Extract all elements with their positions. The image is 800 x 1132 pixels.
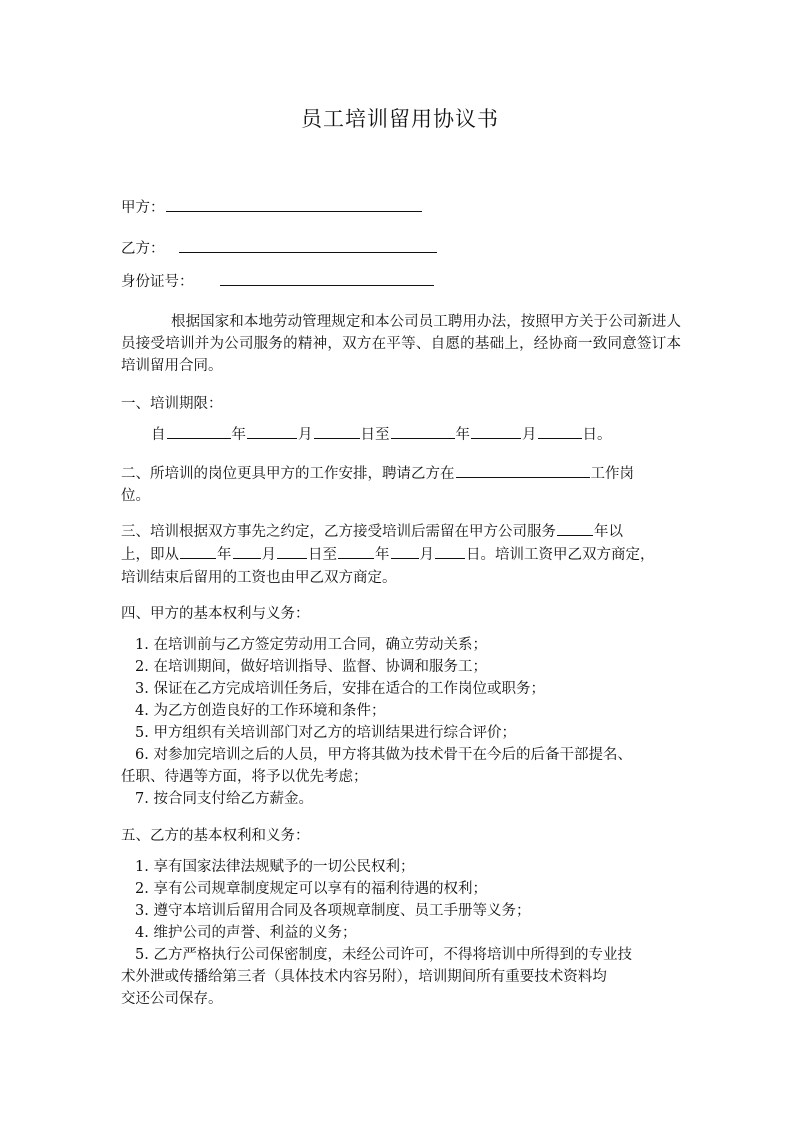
list-item: 7. 按合同支付给乙方薪金。 [135, 791, 313, 807]
section-2-line-2: 位。 [121, 488, 150, 504]
start-day-blank[interactable] [314, 423, 360, 439]
list-item-continuation: 交还公司保存。 [121, 991, 223, 1007]
party-b-row [121, 237, 438, 261]
list-item: 5. 甲方组织有关培训部门对乙方的培训结果进行综合评价； [135, 725, 516, 741]
training-period-row [151, 423, 612, 447]
party-b-label: 乙方： [121, 241, 165, 257]
list-item: 4. 维护公司的声誉、利益的义务； [135, 925, 357, 941]
month-label: 月 [522, 427, 537, 443]
list-item: 1. 享有国家法律法规赋予的一切公民权利； [135, 859, 415, 875]
section-2-line-1 [121, 462, 634, 486]
list-item: 2. 享有公司规章制度规定可以享有的福利待遇的权利； [135, 881, 487, 897]
service-years-blank[interactable] [557, 520, 593, 536]
end-day-blank[interactable] [538, 423, 582, 439]
list-item-continuation: 任职、待遇等方面，将予以优先考虑； [121, 769, 368, 785]
end-month-blank[interactable] [471, 423, 521, 439]
list-item: 3. 保证在乙方完成培训任务后，安排在适合的工作岗位或职务； [135, 681, 545, 697]
list-item: 6. 对参加完培训之后的人员，甲方将其做为技术骨干在今后的后备干部提名、 [135, 747, 632, 763]
start-year-blank[interactable] [167, 423, 231, 439]
month-label: 月 [261, 547, 276, 563]
section-3-line-3: 培训结束后留用的工资也由甲乙双方商定。 [121, 570, 397, 586]
list-item: 2. 在培训期间，做好培训指导、监督、协调和服务工； [135, 659, 487, 675]
day-to-label: 日至 [308, 547, 337, 563]
month-label: 月 [419, 547, 434, 563]
section-3-line-2 [121, 543, 655, 567]
intro-paragraph: 根据国家和本地劳动管理规定和本公司员工聘用办法，按照甲方关于公司新进人员接受培训并为公司服务的精神，双方在平等、自愿的基础上，经协商一致同意签订本培训留用合同。 [121, 314, 681, 374]
service-end-year-blank[interactable] [338, 543, 374, 559]
month-label: 月 [298, 427, 313, 443]
service-start-day-blank[interactable] [277, 543, 307, 559]
party-b-blank[interactable] [179, 237, 437, 253]
year-label: 年 [375, 547, 390, 563]
id-number-blank[interactable] [220, 270, 434, 286]
section-2-text: 二、所培训的岗位更具甲方的工作安排，聘请乙方在 [121, 466, 455, 482]
from-label: 自 [151, 427, 166, 443]
start-month-blank[interactable] [247, 423, 297, 439]
id-number-label: 身份证号： [121, 274, 194, 290]
section-1-heading: 一、培训期限： [121, 396, 223, 412]
party-a-blank[interactable] [166, 196, 422, 212]
section-3-text: 三、培训根据双方事先之约定，乙方接受培训后需留在甲方公司服务 [121, 524, 556, 540]
document-title: 员工培训留用协议书 [301, 107, 499, 131]
service-start-month-blank[interactable] [233, 543, 261, 559]
year-label: 年 [217, 547, 232, 563]
id-number-row [121, 270, 435, 294]
year-label: 年 [455, 427, 470, 443]
section-2-text-end: 工作岗 [590, 466, 634, 482]
day-to-label: 日至 [360, 427, 390, 443]
service-end-month-blank[interactable] [391, 543, 419, 559]
day-end-label: 日。 [582, 427, 612, 443]
position-blank[interactable] [456, 462, 590, 478]
service-start-year-blank[interactable] [180, 543, 216, 559]
party-a-row [121, 196, 423, 220]
section-3-wage-text: 日。培训工资甲乙双方商定， [466, 547, 655, 563]
from-label: 上，即从 [121, 547, 179, 563]
section-3-text-end: 年以 [594, 524, 623, 540]
year-label: 年 [231, 427, 246, 443]
section-4-heading: 四、甲方的基本权利与义务： [121, 606, 310, 622]
list-item-continuation: 术外泄或传播给第三者（具体技术内容另附），培训期间所有重要技术资料均 [121, 969, 607, 985]
list-item: 5. 乙方严格执行公司保密制度，未经公司许可，不得将培训中所得到的专业技 [135, 947, 632, 963]
service-end-day-blank[interactable] [435, 543, 465, 559]
list-item: 1. 在培训前与乙方签定劳动用工合同，确立劳动关系； [135, 637, 487, 653]
list-item: 4. 为乙方创造良好的工作环境和条件； [135, 703, 386, 719]
section-3-line-1 [121, 520, 623, 544]
party-a-label: 甲方： [121, 200, 165, 216]
section-5-heading: 五、乙方的基本权利和义务： [121, 828, 310, 844]
end-year-blank[interactable] [391, 423, 455, 439]
list-item: 3. 遵守本培训后留用合同及各项规章制度、员工手册等义务； [135, 903, 531, 919]
